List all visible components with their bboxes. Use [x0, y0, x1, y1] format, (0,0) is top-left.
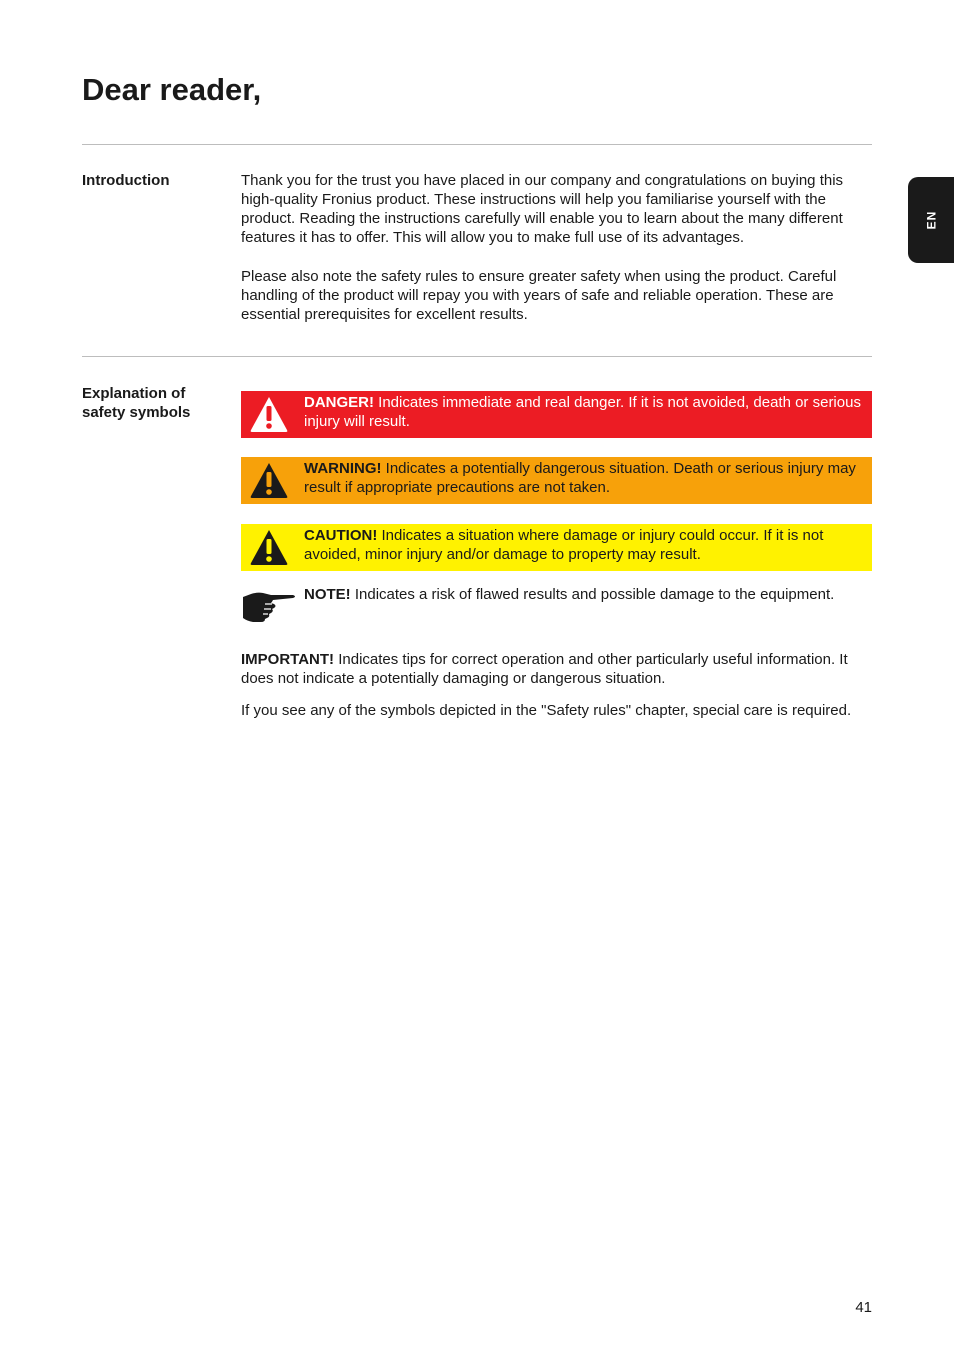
danger-notice-text [304, 393, 870, 431]
language-tab [908, 177, 954, 263]
language-tab-label: EN [923, 210, 938, 230]
note-keyword: NOTE! [304, 586, 351, 603]
page-title: Dear reader, [82, 72, 262, 107]
caution-keyword: CAUTION! [304, 527, 378, 544]
danger-notice [241, 391, 872, 438]
closing-paragraph: If you see any of the symbols depicted in the "Safety rules" chapter, special care is required. [241, 702, 852, 719]
caution-notice [241, 524, 872, 571]
note-notice-text [304, 585, 874, 604]
danger-keyword: DANGER! [304, 394, 374, 411]
caution-description: Indicates a situation where damage or injury could occur. If it is not avoided, minor injury and/or damage to property may result. [304, 527, 824, 563]
pointing-hand-icon [241, 588, 297, 624]
warning-keyword: WARNING! [304, 460, 382, 477]
warning-description: Indicates a potentially dangerous situation. Death or serious injury may result if appropriate precautions are not taken. [304, 460, 856, 496]
warning-triangle-icon [249, 395, 289, 433]
danger-description: Indicates immediate and real danger. If it is not avoided, death or serious injury will result. [304, 394, 861, 430]
section-divider [82, 356, 872, 357]
introduction-label: Introduction [82, 172, 170, 189]
warning-triangle-icon [249, 528, 289, 566]
warning-triangle-icon [249, 461, 289, 499]
safety-symbols-label: Explanation of safety symbols [82, 385, 191, 421]
important-keyword: IMPORTANT! [241, 651, 335, 668]
page-number: 41 [855, 1299, 872, 1316]
warning-notice-text [304, 459, 870, 497]
important-description: Indicates tips for correct operation and other particularly useful information. It does not indicate a potentially damaging or dangerous situation. [241, 651, 848, 687]
caution-notice-text [304, 526, 870, 564]
section-divider [82, 144, 872, 145]
important-paragraph [241, 650, 873, 688]
note-description: Indicates a risk of flawed results and possible damage to the equipment. [350, 586, 835, 603]
warning-notice [241, 457, 872, 504]
introduction-paragraph-2: Please also note the safety rules to ensure greater safety when using the product. Careful handling of the product will repay you with years of safe and reliable operation. These are essential prerequisites for excellent results. [241, 268, 837, 323]
introduction-paragraph-1: Thank you for the trust you have placed in our company and congratulations on buying this high-quality Fronius product. These instructions will help you familiarise yourself with the product. Reading the instructions carefully will enable you to learn about the many different features it has to offer. This will allow you to make full use of its advantages. [241, 172, 844, 246]
